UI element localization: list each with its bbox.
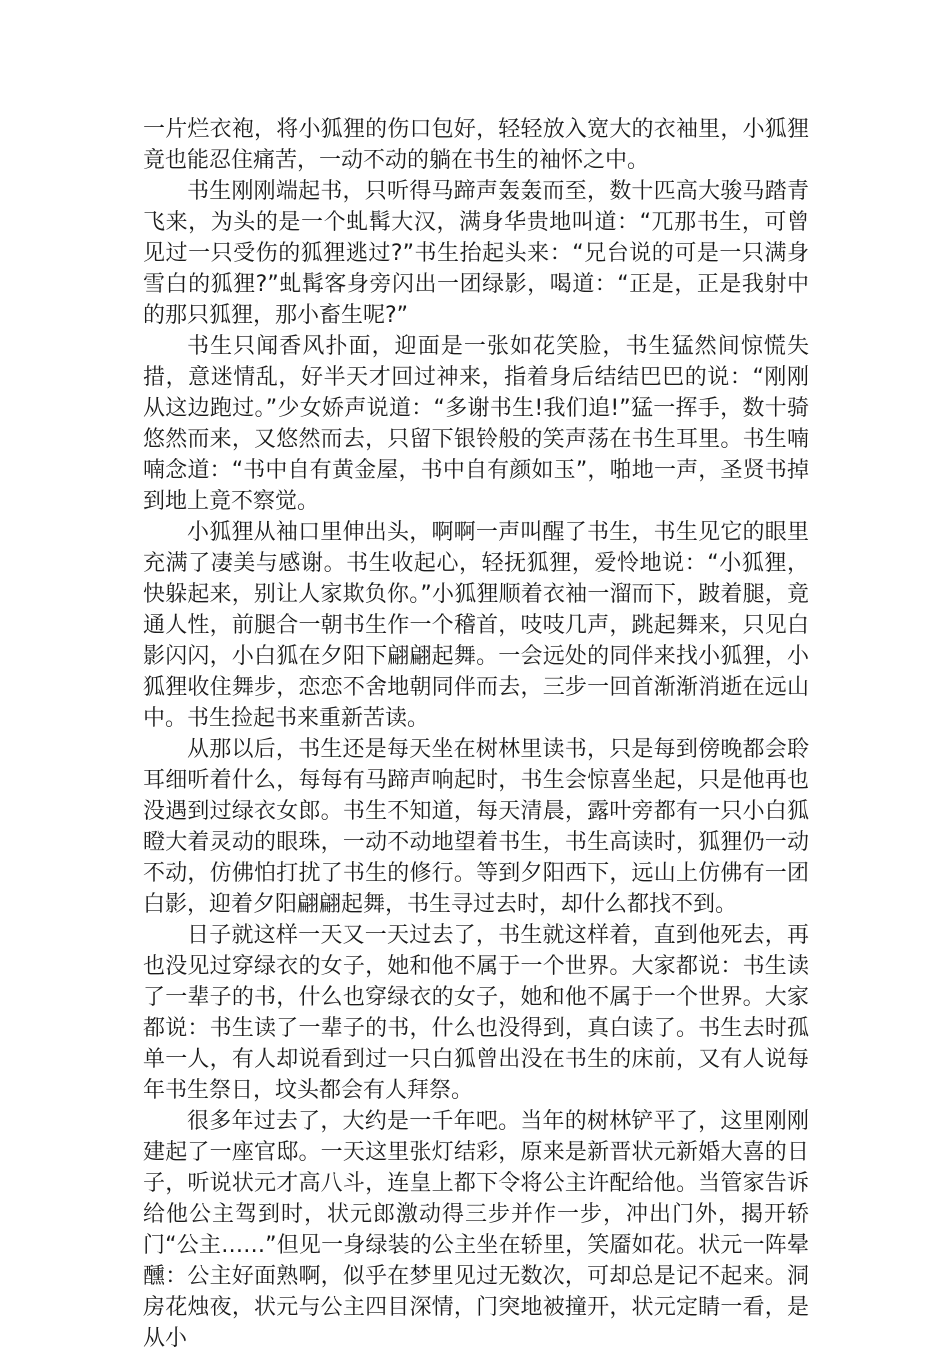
paragraph-2: 书生刚刚端起书，只听得马蹄声轰轰而至，数十匹高大骏马踏青飞来，为头的是一个虬髯大汉，满身华贵地叫道：“兀那书生，可曾见过一只受伤的狐狸逃过?”书生抬起头来：“兄台说的可是一只满身雪白的狐狸?”虬髯客身旁闪出一团绿影，喝道：“正是，正是我射中的那只狐狸，那小畜生呢?” bbox=[143, 179, 809, 328]
paragraph-5: 从那以后，书生还是每天坐在树林里读书，只是每到傍晚都会聆耳细听着什么，每每有马蹄声响起时，书生会惊喜坐起，只是他再也没遇到过绿衣女郎。书生不知道，每天清晨，露叶旁都有一只小白狐瞪大着灵动的眼珠，一动不动地望着书生，书生高读时，狐狸仍一动不动，仿佛怕打扰了书生的修行。等到夕阳西下，远山上仿佛有一团白影，迎着夕阳翩翩起舞，书生寻过去时，却什么都找不到。 bbox=[143, 737, 809, 917]
paragraph-4: 小狐狸从袖口里伸出头，啊啊一声叫醒了书生，书生见它的眼里充满了凄美与感谢。书生收起心，轻抚狐狸，爱怜地说：“小狐狸，快躲起来，别让人家欺负你。”小狐狸顺着衣袖一溜而下，跛着腿，竟通人性，前腿合一朝书生作一个稽首，吱吱几声，跳起舞来，只见白影闪闪，小白狐在夕阳下翩翩起舞。一会远处的同伴来找小狐狸，小狐狸收住舞步，恋恋不舍地朝同伴而去，三步一回首渐渐消逝在远山中。书生捡起书来重新苦读。 bbox=[143, 520, 809, 731]
paragraph-1: 一片烂衣袍，将小狐狸的伤口包好，轻轻放入宽大的衣袖里，小狐狸竟也能忍住痛苦，一动不动的躺在书生的袖怀之中。 bbox=[143, 117, 809, 173]
paragraph-3: 书生只闻香风扑面，迎面是一张如花笑脸，书生猛然间惊慌失措，意迷情乱，好半天才回过神来，指着身后结结巴巴的说：“刚刚从这边跑过。”少女娇声说道：“多谢书生!我们追!”猛一挥手，数十骑悠然而来，又悠然而去，只留下银铃般的笑声荡在书生耳里。书生喃喃念道：“书中自有黄金屋，书中自有颜如玉”，啪地一声，圣贤书掉到地上竟不察觉。 bbox=[143, 334, 809, 514]
document-body bbox=[143, 114, 809, 1354]
paragraph-7: 很多年过去了，大约是一千年吧。当年的树林铲平了，这里刚刚建起了一座官邸。一天这里张灯结彩，原来是新晋状元新婚大喜的日子，听说状元才高八斗，连皇上都下令将公主许配给他。当管家告诉给他公主驾到时，状元郎激动得三步并作一步，冲出门外，揭开轿门“公主……”但见一身绿装的公主坐在轿里，笑靥如花。状元一阵晕醺：公主好面熟啊，似乎在梦里见过无数次，可却总是记不起来。洞房花烛夜，状元与公主四目深情，门突地被撞开，状元定睛一看，是从小 bbox=[143, 1109, 809, 1351]
paragraph-6: 日子就这样一天又一天过去了，书生就这样着，直到他死去，再也没见过穿绿衣的女子，她和他不属于一个世界。大家都说：书生读了一辈子的书，什么也穿绿衣的女子，她和他不属于一个世界。大家都说：书生读了一辈子的书，什么也没得到，真白读了。书生去时孤单一人，有人却说看到过一只白狐曾出没在书生的床前，又有人说每年书生祭日，坟头都会有人拜祭。 bbox=[143, 923, 809, 1103]
